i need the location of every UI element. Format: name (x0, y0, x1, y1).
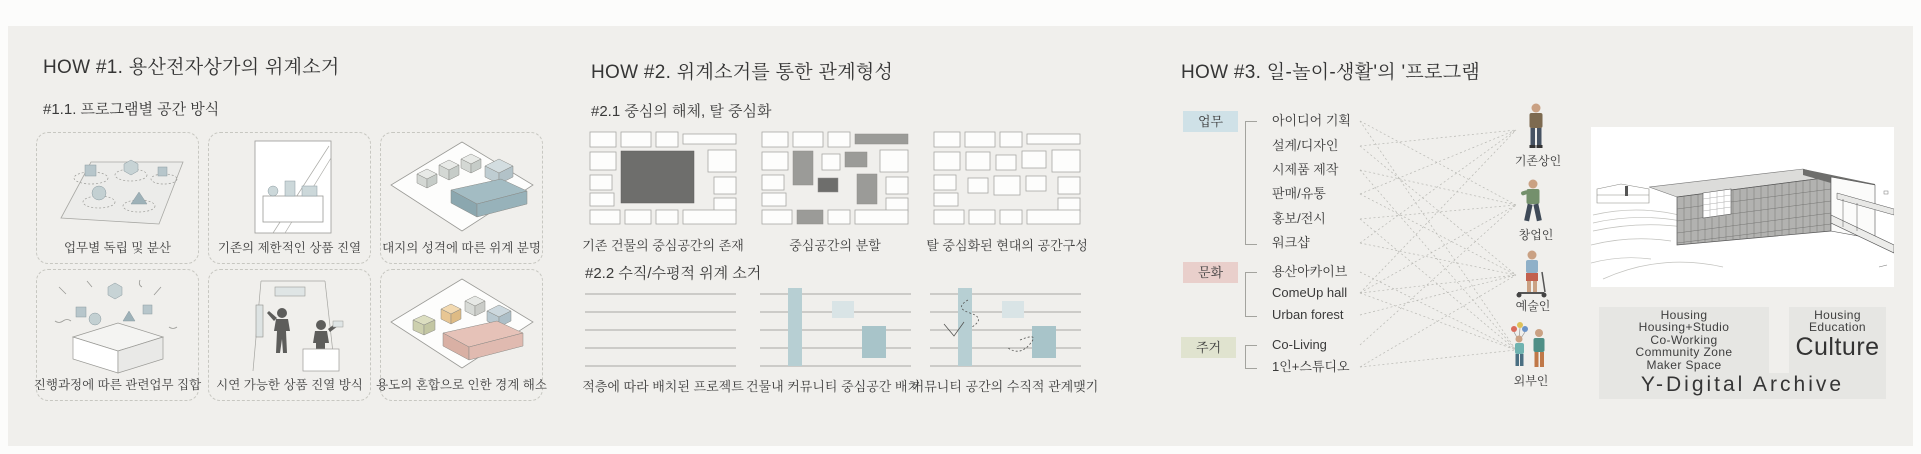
program-culture-label: Culture (1795, 332, 1880, 361)
cell-caption: 업무별 독립 및 분산 (63, 241, 172, 255)
cell-caption: 시연 가능한 상품 진열 방식 (216, 378, 363, 392)
cell-mixed-use (376, 269, 547, 401)
item-urban-forest: Urban forest (1272, 307, 1344, 322)
site-hierarchy-diagram (387, 138, 537, 238)
item-co-living: Co-Living (1272, 337, 1327, 352)
sub2-caption-1: 적층에 따라 배치된 프로젝트 (582, 379, 744, 394)
section1-subtitle: #1.1. 프로그램별 공간 방식 (43, 101, 220, 118)
program-line: Community Zone (1635, 345, 1733, 360)
building-perspective-sketch (1591, 127, 1894, 287)
cell-work-dispersion (36, 132, 199, 264)
item-one-studio: 1인+스튜디오 (1272, 359, 1350, 374)
section1-diagram-grid (33, 132, 547, 401)
program-block-right (1789, 307, 1886, 373)
clustered-work-diagram (43, 275, 193, 375)
dispersed-programs-diagram (43, 138, 193, 238)
persona-label-merchant: 기존상인 (1514, 154, 1562, 168)
center-division-diagram (760, 130, 910, 226)
program-block-left (1599, 307, 1769, 373)
visitor-people-icon (1508, 321, 1554, 371)
community-core-diagram (758, 288, 913, 372)
sub2-caption-2: 건물내 커뮤니티 중심공간 배치 (745, 379, 921, 394)
item-prototype: 시제품 제작 (1272, 162, 1339, 177)
cell-limited-display (208, 132, 371, 264)
sub1-caption-2: 중심공간의 분할 (789, 238, 881, 253)
persona-label-artist: 예술인 (1515, 299, 1551, 313)
sub1-caption-3: 탈 중심화된 현대의 공간구성 (926, 238, 1088, 253)
item-design: 설계/디자인 (1272, 138, 1339, 153)
badge-culture: 문화 (1183, 262, 1238, 283)
item-workshop: 워크샵 (1272, 235, 1310, 250)
center-existence-diagram (588, 130, 738, 226)
cell-work-cluster (33, 269, 202, 401)
item-promotion: 홍보/전시 (1272, 211, 1326, 226)
program-line: Housing (1660, 308, 1708, 322)
section2-sub2-heading: #2.2 수직/수평적 위계 소거 (585, 265, 762, 282)
mixed-use-diagram (387, 275, 537, 375)
founder-person-icon (1513, 178, 1553, 226)
bracket-work (1245, 121, 1257, 245)
merchant-person-icon (1516, 102, 1556, 150)
persona-label-visitor: 외부인 (1513, 374, 1549, 388)
program-line: Maker Space (1646, 357, 1722, 372)
section2-title: HOW #2. 위계소거를 통한 관계형성 (591, 62, 894, 83)
cell-caption: 기존의 제한적인 상품 진열 (217, 241, 362, 255)
program-line: Co-Working (1650, 332, 1718, 347)
program-line: Education (1809, 320, 1866, 335)
section1-title: HOW #1. 용산전자상가의 위계소거 (43, 57, 340, 78)
bracket-housing (1245, 345, 1257, 369)
item-sales: 판매/유통 (1272, 186, 1326, 201)
archive-banner: Y-Digital Archive (1599, 373, 1886, 399)
item-idea-planning: 아이디어 기획 (1272, 113, 1351, 128)
badge-work: 업무 (1183, 111, 1238, 132)
artist-person-icon (1510, 250, 1554, 298)
item-comeup-hall: ComeUp hall (1272, 285, 1348, 300)
cell-caption: 대지의 성격에 따른 위계 분명 (382, 241, 541, 255)
persona-label-founder: 창업인 (1518, 228, 1554, 242)
cell-demo-display (208, 269, 371, 401)
program-persona-network (1348, 95, 1520, 407)
sub1-caption-1: 기존 건물의 중심공간의 존재 (582, 238, 744, 253)
section3-title: HOW #3. 일-놀이-생활'의 '프로그램 (1181, 62, 1481, 83)
cell-caption: 진행과정에 따른 관련업무 집합 (33, 378, 202, 392)
decentralized-diagram (932, 130, 1082, 226)
sub2-caption-3: 커뮤니티 공간의 수직적 관계맺기 (911, 379, 1099, 394)
badge-housing: 주거 (1181, 337, 1236, 358)
bracket-culture (1245, 272, 1257, 317)
vertical-relation-diagram (928, 288, 1083, 372)
program-line: Housing+Studio (1638, 320, 1730, 335)
item-yongsan-archive: 용산아카이브 (1272, 264, 1348, 279)
stacked-floors-diagram (583, 288, 738, 372)
limited-display-diagram (215, 138, 365, 238)
program-line: Housing (1814, 308, 1861, 322)
cell-site-hierarchy (380, 132, 543, 264)
section2-sub1-heading: #2.1 중심의 해체, 탈 중심화 (591, 103, 772, 120)
board-background (8, 26, 1913, 446)
demo-display-diagram (215, 275, 365, 375)
cell-caption: 용도의 혼합으로 인한 경계 해소 (376, 378, 547, 392)
